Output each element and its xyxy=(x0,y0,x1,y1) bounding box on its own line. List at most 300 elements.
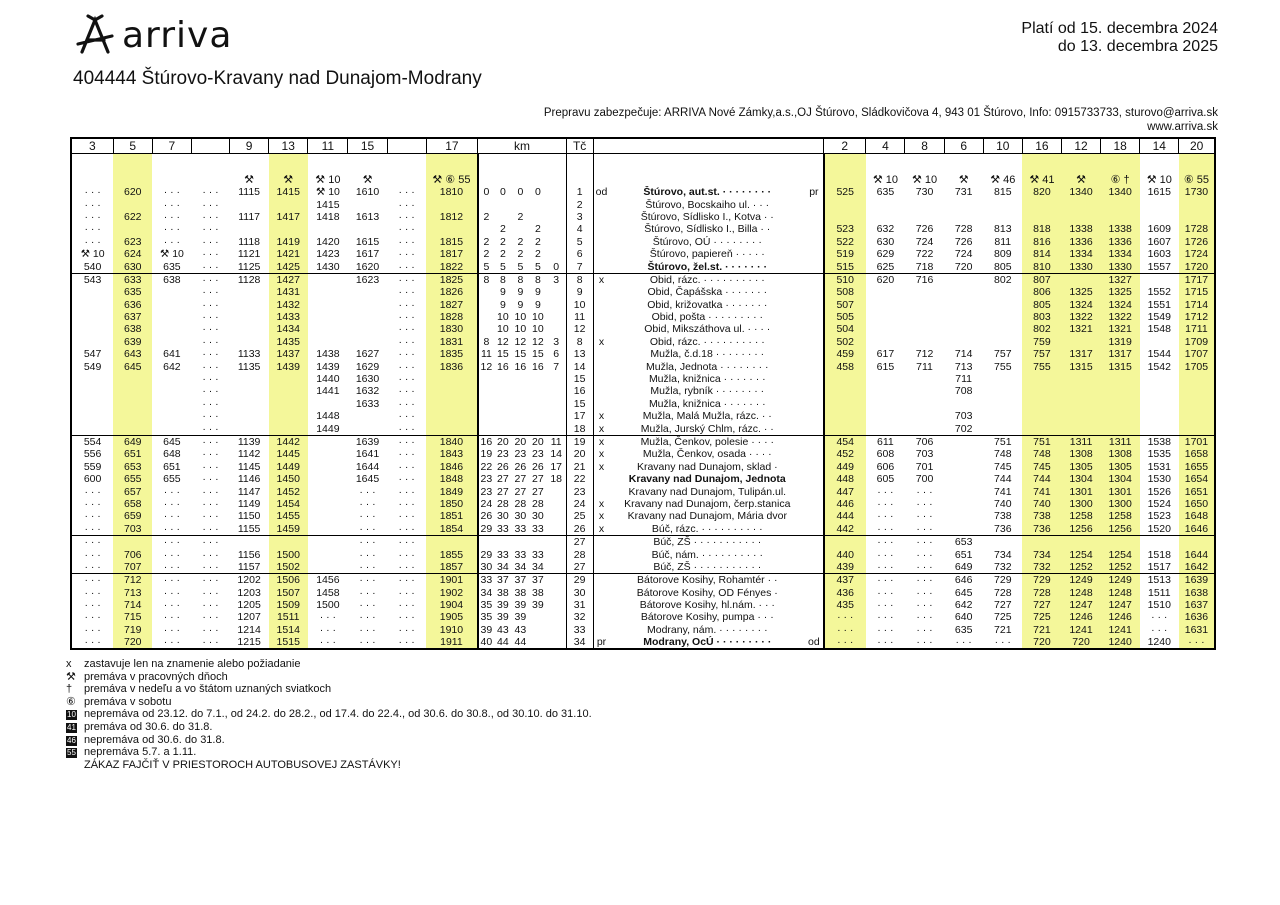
left-time-cell: · · · xyxy=(163,623,181,636)
km-cell: 0 xyxy=(483,186,490,199)
km-cell: 35 xyxy=(480,599,493,612)
tc-cell: 20 xyxy=(566,448,593,460)
stop-name: Modrany, nám. · · · · · · · · xyxy=(647,623,768,636)
km-cell: 38 xyxy=(532,586,544,599)
km-cell: 26 xyxy=(514,460,527,473)
km-cell xyxy=(494,373,512,385)
right-trip-symbol: ⚒ 46 xyxy=(990,174,1016,186)
km-cell xyxy=(547,236,567,248)
right-time-cell: 1730 xyxy=(1179,186,1215,198)
right-time-cell: 522 xyxy=(824,236,866,248)
km-cell: 17 xyxy=(547,461,567,473)
right-time-cell xyxy=(944,311,983,323)
stop-flag xyxy=(593,360,609,372)
right-time-cell xyxy=(905,373,944,385)
stop-flag xyxy=(593,223,609,235)
left-time-cell: 1835 xyxy=(426,348,477,360)
right-time-cell: 1607 xyxy=(1147,235,1171,248)
km-cell: 24 xyxy=(480,497,493,510)
table-row xyxy=(71,311,1215,323)
km-cell: 0 xyxy=(547,260,567,273)
left-time-cell: · · · xyxy=(359,574,376,587)
km-cell xyxy=(494,398,512,410)
right-time-cell: 1321 xyxy=(1101,323,1140,335)
left-time-cell xyxy=(426,410,477,422)
stop-end-flag xyxy=(805,599,824,611)
left-time-cell: 633 xyxy=(113,273,152,286)
left-time-cell: 1843 xyxy=(426,448,477,460)
tc-cell: 8 xyxy=(566,273,593,286)
right-trip-symbol: ⚒ 10 xyxy=(872,174,898,186)
left-time-cell xyxy=(308,561,348,574)
right-time-cell: 1531 xyxy=(1147,460,1171,473)
footnote-item xyxy=(66,708,592,721)
left-time-cell: 651 xyxy=(113,448,152,460)
operator-line: Prepravu zabezpečuje: ARRIVA Nové Zámky,a.s.,OJ Štúrovo, Sládkovičova 4, 943 01 Štúrovo, Info: 0915733733, sturovo@arriva.sk xyxy=(543,107,1218,119)
right-time-cell: 1241 xyxy=(1101,624,1140,636)
right-time-cell: 727 xyxy=(1022,599,1061,611)
km-blank xyxy=(494,154,512,187)
left-time-cell: 643 xyxy=(113,348,152,360)
right-time-cell xyxy=(824,385,866,397)
left-time-cell: · · · xyxy=(359,586,376,599)
right-time-cell xyxy=(983,385,1022,397)
right-time-cell: 1720 xyxy=(1179,260,1215,273)
left-time-cell: 1502 xyxy=(269,561,308,574)
tc-cell: 5 xyxy=(566,236,593,248)
stop-name: Obid, Mikszáthova ul. · · · · xyxy=(644,323,771,336)
left-time-cell: · · · xyxy=(202,373,219,386)
right-time-cell: 1655 xyxy=(1179,461,1215,473)
right-time-cell: 1241 xyxy=(1061,624,1100,636)
km-cell: 9 xyxy=(517,298,524,311)
stop-end-flag xyxy=(805,373,824,385)
right-time-cell: 1642 xyxy=(1179,561,1215,574)
footnote-item xyxy=(66,671,592,684)
left-time-cell: · · · xyxy=(359,548,376,561)
stop-name: Bátorove Kosihy, OD Fényes · xyxy=(636,586,778,599)
right-time-cell: 703 xyxy=(915,448,934,461)
km-cell xyxy=(547,248,567,260)
left-time-cell: 1455 xyxy=(269,510,308,522)
left-time-cell: 1431 xyxy=(269,286,308,298)
left-time-cell: · · · xyxy=(398,186,415,199)
right-time-cell xyxy=(1101,385,1140,397)
left-time-cell: 1150 xyxy=(237,510,261,523)
left-time-cell: 1826 xyxy=(426,286,477,298)
km-cell: 30 xyxy=(514,510,527,523)
left-time-cell: 713 xyxy=(113,587,152,599)
left-time-cell: · · · xyxy=(84,636,101,649)
left-time-cell xyxy=(152,311,191,323)
left-time-cell: 1500 xyxy=(316,599,340,612)
left-time-cell: · · · xyxy=(202,235,219,248)
tc-cell: 11 xyxy=(566,311,593,323)
left-time-cell xyxy=(269,398,308,410)
left-time-cell: 1509 xyxy=(269,599,308,611)
left-time-cell: · · · xyxy=(398,311,415,324)
km-cell: 2 xyxy=(499,248,506,261)
left-time-cell: · · · xyxy=(84,599,101,612)
left-time-cell: 655 xyxy=(113,473,152,485)
left-time-cell xyxy=(71,286,113,298)
km-cell: 27 xyxy=(514,485,527,498)
left-time-cell: 714 xyxy=(113,599,152,611)
right-time-cell xyxy=(1140,398,1179,410)
km-cell: 2 xyxy=(534,235,541,248)
left-time-cell: 1511 xyxy=(269,611,308,623)
right-time-cell xyxy=(983,286,1022,298)
right-time-cell: 1256 xyxy=(1061,523,1100,536)
right-time-cell: 726 xyxy=(954,235,973,248)
right-time-cell: · · · xyxy=(877,574,894,587)
left-time-cell xyxy=(71,336,113,348)
left-time-cell: · · · xyxy=(398,235,415,248)
km-cell xyxy=(547,485,567,497)
stop-end-flag: od xyxy=(805,636,824,649)
left-time-cell xyxy=(348,410,387,422)
right-time-cell: 630 xyxy=(876,235,895,248)
stop-name: Obid, rázc. · · · · · · · · · · xyxy=(649,335,765,348)
left-time-cell: 1641 xyxy=(355,448,380,461)
km-cell xyxy=(547,410,567,422)
left-time-cell: · · · xyxy=(398,574,415,587)
km-cell: 40 xyxy=(480,636,493,649)
left-time-cell: · · · xyxy=(84,548,101,561)
km-cell: 37 xyxy=(497,574,509,587)
left-time-cell: 1450 xyxy=(269,473,308,485)
left-time-cell: 645 xyxy=(113,360,152,372)
right-time-cell xyxy=(1061,422,1100,435)
km-cell xyxy=(512,223,530,235)
right-time-cell xyxy=(1061,273,1100,286)
table-row xyxy=(71,273,1215,286)
km-cell: 23 xyxy=(480,473,493,486)
km-cell xyxy=(547,599,567,611)
right-time-cell: 1650 xyxy=(1179,498,1215,510)
right-time-cell: · · · xyxy=(824,611,866,623)
left-time-cell: 1421 xyxy=(269,248,308,260)
left-time-cell: 1849 xyxy=(426,485,477,497)
left-time-cell xyxy=(308,323,348,335)
tc-cell: 15 xyxy=(566,398,593,410)
left-time-cell xyxy=(308,273,348,286)
right-time-cell: 458 xyxy=(824,360,866,372)
right-time-cell: 1518 xyxy=(1147,548,1171,561)
right-time-cell xyxy=(944,211,983,223)
footnote-badge: 41 xyxy=(67,722,76,732)
right-time-cell xyxy=(1022,198,1061,210)
left-time-cell: 1904 xyxy=(426,599,477,611)
right-time-cell xyxy=(866,286,905,298)
right-time-cell: 1258 xyxy=(1061,510,1100,522)
km-cell xyxy=(478,323,494,335)
right-time-cell xyxy=(944,510,983,522)
left-time-cell: · · · xyxy=(191,260,229,273)
left-time-cell: · · · xyxy=(398,448,415,461)
km-cell: 9 xyxy=(517,286,524,299)
stop-name: Kravany nad Dunajom, Mária dvor xyxy=(627,510,787,523)
left-time-cell: · · · xyxy=(202,286,219,299)
stop-name: Bátorove Kosihy, hl.nám. · · · xyxy=(639,599,775,612)
table-row xyxy=(71,223,1215,235)
left-time-cell xyxy=(230,286,269,298)
right-time-cell: 732 xyxy=(983,561,1022,574)
right-time-cell: 1615 xyxy=(1147,186,1171,199)
right-time-cell xyxy=(1140,373,1179,385)
km-cell: 5 xyxy=(529,260,547,273)
left-time-cell: · · · xyxy=(398,360,415,373)
left-time-cell: · · · xyxy=(202,574,219,587)
right-time-cell: 519 xyxy=(824,248,866,260)
stop-flag xyxy=(593,248,609,260)
right-time-cell: 635 xyxy=(954,623,973,636)
stop-end-flag xyxy=(805,360,824,372)
right-trip-symbol: ⑥ † xyxy=(1101,154,1140,187)
right-time-cell: 811 xyxy=(994,235,1012,248)
left-time-cell xyxy=(348,323,387,335)
km-cell xyxy=(478,299,494,311)
left-time-cell xyxy=(426,398,477,410)
right-time-cell xyxy=(1022,385,1061,397)
stop-end-flag xyxy=(805,561,824,574)
right-time-cell: 1711 xyxy=(1179,323,1215,335)
right-time-cell: 653 xyxy=(954,536,973,549)
left-time-cell: 1846 xyxy=(426,461,477,473)
right-time-cell: 1658 xyxy=(1179,448,1215,460)
km-cell: 23 xyxy=(532,448,544,461)
left-time-cell: 636 xyxy=(113,299,152,311)
left-time-cell: 1435 xyxy=(269,336,308,348)
km-cell: 10 xyxy=(514,323,527,336)
right-time-cell: 504 xyxy=(824,323,866,335)
left-time-cell xyxy=(230,198,269,210)
stop-flag xyxy=(593,311,609,323)
left-time-cell: 1617 xyxy=(355,248,380,261)
table-row xyxy=(71,236,1215,248)
right-time-cell: 1517 xyxy=(1140,561,1179,574)
left-time-cell xyxy=(269,410,308,422)
left-time-cell xyxy=(71,299,113,311)
km-cell: 3 xyxy=(547,273,567,286)
left-time-cell: · · · xyxy=(398,385,415,398)
left-time-cell: 641 xyxy=(163,348,181,361)
right-time-cell: 713 xyxy=(954,360,973,373)
left-trip-symbol: ⚒ xyxy=(362,174,373,186)
right-time-cell: 1324 xyxy=(1101,299,1140,311)
left-time-cell: · · · xyxy=(398,223,415,236)
right-time-cell: 1701 xyxy=(1179,435,1215,448)
left-time-cell xyxy=(71,410,113,422)
right-time-cell: 1325 xyxy=(1061,286,1100,298)
right-time-cell: · · · xyxy=(877,611,894,624)
table-row xyxy=(71,636,1215,649)
left-time-cell: · · · xyxy=(84,623,101,636)
right-time-cell: 1637 xyxy=(1179,599,1215,611)
left-time-cell: · · · xyxy=(152,523,191,536)
left-time-cell: · · · xyxy=(398,460,415,473)
right-time-cell: · · · xyxy=(916,574,933,587)
km-cell: 8 xyxy=(499,273,506,286)
right-time-cell xyxy=(866,198,905,210)
tc-cell: 31 xyxy=(566,599,593,611)
left-time-cell: · · · xyxy=(202,510,219,523)
stop-flag xyxy=(593,211,609,223)
stop-name: Štúrovo, aut.st. · · · · · · · · xyxy=(643,186,772,199)
km-cell: 23 xyxy=(480,485,493,498)
km-cell xyxy=(512,385,530,397)
left-time-cell: 1439 xyxy=(269,360,308,372)
right-time-cell: · · · xyxy=(916,586,933,599)
left-time-cell xyxy=(308,286,348,298)
left-time-cell: 1439 xyxy=(316,360,340,373)
right-time-cell: 805 xyxy=(1022,299,1061,311)
km-cell: 11 xyxy=(547,435,567,448)
left-trip-header: 9 xyxy=(230,138,269,154)
left-time-cell: 1133 xyxy=(237,348,261,361)
left-time-cell: · · · xyxy=(163,586,181,599)
right-time-cell xyxy=(944,523,983,536)
left-time-cell: · · · xyxy=(202,210,219,223)
footnote-symbol: x xyxy=(66,658,72,670)
left-time-cell xyxy=(71,323,113,335)
km-cell xyxy=(512,373,530,385)
right-time-cell xyxy=(944,198,983,210)
left-time-cell: · · · xyxy=(163,497,181,510)
km-cell xyxy=(512,410,530,422)
right-time-cell: 1325 xyxy=(1101,286,1140,298)
right-time-cell: 1304 xyxy=(1101,473,1140,485)
footnote-text: zastavuje len na znamenie alebo požiadanie xyxy=(84,658,301,670)
right-time-cell xyxy=(866,336,905,348)
left-time-cell: 719 xyxy=(113,624,152,636)
right-time-cell: 721 xyxy=(1022,624,1061,636)
km-cell: 37 xyxy=(514,574,527,587)
left-time-cell xyxy=(230,373,269,385)
right-time-cell: 1552 xyxy=(1147,286,1171,299)
right-time-cell: 1254 xyxy=(1101,548,1140,560)
right-time-cell: 442 xyxy=(824,523,866,536)
left-time-cell xyxy=(426,223,477,235)
right-time-cell: 725 xyxy=(1022,611,1061,623)
km-cell: 10 xyxy=(532,323,544,336)
km-cell: 38 xyxy=(497,586,509,599)
left-time-cell xyxy=(152,323,191,335)
left-time-cell: 1815 xyxy=(426,236,477,248)
left-time-cell: 648 xyxy=(163,448,181,461)
left-time-cell xyxy=(71,398,113,410)
km-cell: 5 xyxy=(512,260,530,273)
km-cell xyxy=(547,299,567,311)
left-time-cell: 1613 xyxy=(355,210,380,223)
right-time-cell xyxy=(1061,385,1100,397)
left-time-cell: · · · xyxy=(398,373,415,386)
km-cell: 8 xyxy=(534,273,541,286)
left-time-cell xyxy=(308,435,348,448)
right-time-cell: 1322 xyxy=(1101,311,1140,323)
left-time-cell xyxy=(308,223,348,235)
right-time-cell: 447 xyxy=(824,485,866,497)
arriva-emblem-icon xyxy=(74,14,116,56)
km-cell: 18 xyxy=(547,473,567,485)
right-time-cell xyxy=(983,373,1022,385)
left-time-cell: 1419 xyxy=(269,236,308,248)
left-time-cell xyxy=(152,422,191,435)
left-trip-symbol: ⚒ 10 xyxy=(315,174,341,186)
left-time-cell: · · · xyxy=(398,348,415,361)
stop-flag xyxy=(593,348,609,360)
km-cell: 37 xyxy=(532,574,544,587)
left-time-cell: · · · xyxy=(398,623,415,636)
right-time-cell xyxy=(866,311,905,323)
km-cell: 30 xyxy=(497,510,509,523)
km-cell: 15 xyxy=(497,348,509,361)
tc-cell: 23 xyxy=(566,485,593,497)
right-time-cell: 1317 xyxy=(1101,348,1140,360)
table-row xyxy=(71,398,1215,410)
km-cell: 12 xyxy=(480,360,493,373)
left-time-cell: 1855 xyxy=(426,548,477,560)
right-time-cell: 732 xyxy=(1022,561,1061,574)
left-trip-header: 3 xyxy=(71,138,113,154)
stop-flag xyxy=(593,198,609,210)
right-time-cell xyxy=(905,398,944,410)
left-time-cell: 1434 xyxy=(269,323,308,335)
left-time-cell: · · · xyxy=(84,198,101,211)
km-cell xyxy=(529,410,547,422)
left-trip-header: 15 xyxy=(348,138,387,154)
right-time-cell: 1549 xyxy=(1147,311,1171,324)
right-time-cell xyxy=(1140,422,1179,435)
km-cell: 2 xyxy=(499,235,506,248)
right-time-cell: 720 xyxy=(1061,636,1100,649)
right-time-cell: 741 xyxy=(994,485,1012,498)
right-trip-header: 14 xyxy=(1140,138,1179,154)
right-time-cell xyxy=(824,198,866,210)
right-time-cell xyxy=(824,535,866,548)
km-cell xyxy=(494,198,512,210)
right-time-cell xyxy=(866,323,905,335)
right-time-cell xyxy=(866,398,905,410)
right-time-cell: 740 xyxy=(1022,498,1061,510)
km-cell: 43 xyxy=(497,623,509,636)
right-time-cell: 437 xyxy=(824,574,866,587)
left-time-cell: 1415 xyxy=(316,198,340,211)
left-time-cell: · · · xyxy=(359,623,376,636)
left-time-cell: 1458 xyxy=(316,586,340,599)
left-time-cell: 1857 xyxy=(426,561,477,574)
right-time-cell: 748 xyxy=(1022,448,1061,460)
left-time-cell xyxy=(152,286,191,298)
left-time-cell: 655 xyxy=(163,473,181,486)
left-time-cell: · · · xyxy=(359,497,376,510)
right-time-cell: 449 xyxy=(824,461,866,473)
left-time-cell: · · · xyxy=(387,561,426,574)
right-time-cell xyxy=(1140,336,1179,348)
table-row xyxy=(71,385,1215,397)
left-time-cell: 638 xyxy=(113,323,152,335)
table-row xyxy=(71,435,1215,448)
left-time-cell: 1836 xyxy=(426,360,477,372)
right-time-cell: 1315 xyxy=(1101,360,1140,372)
stop-flag xyxy=(593,548,609,560)
right-time-cell: 714 xyxy=(954,348,973,361)
right-time-cell: 755 xyxy=(994,360,1012,373)
right-time-cell: 1538 xyxy=(1147,436,1171,448)
right-time-cell xyxy=(944,498,983,510)
km-blank xyxy=(529,154,547,187)
table-row xyxy=(71,485,1215,497)
